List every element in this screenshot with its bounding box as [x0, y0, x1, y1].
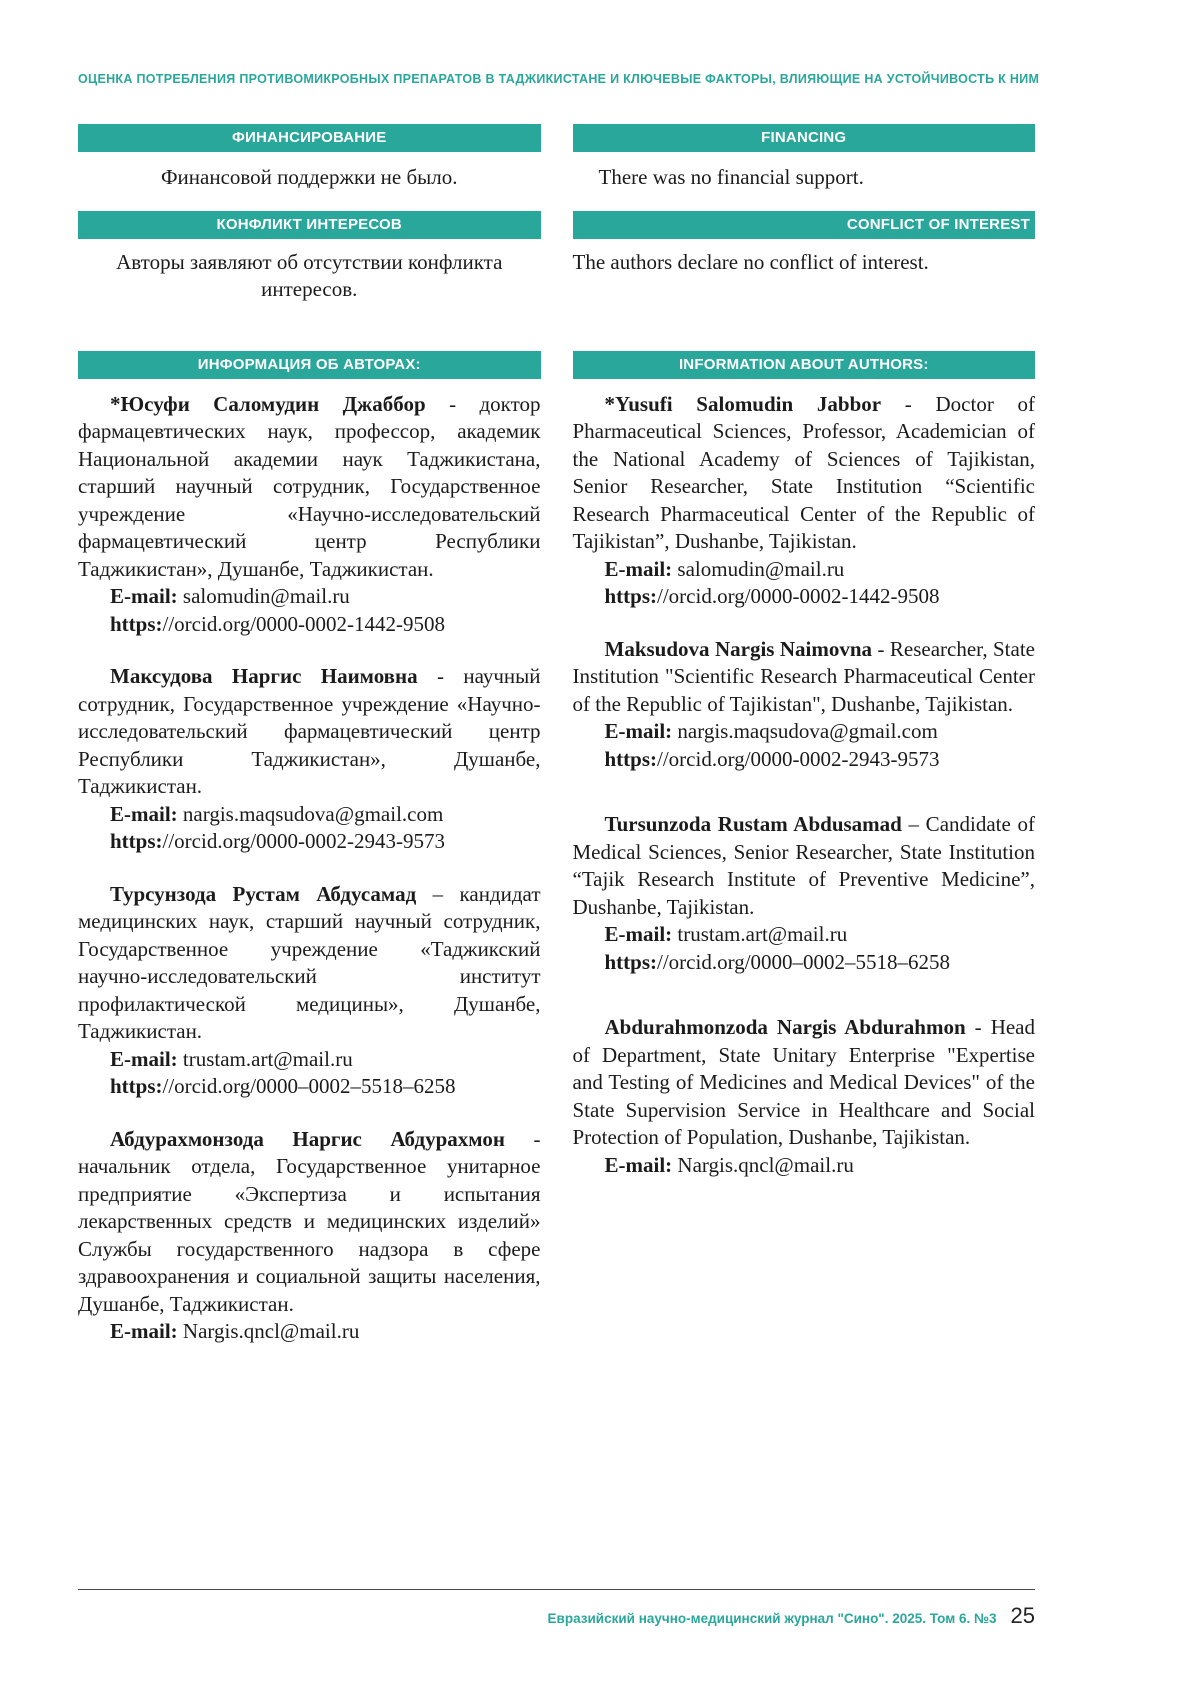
author-name: Абдурахмонзода Наргис Абдурахмон	[110, 1126, 505, 1151]
author-name: *Юсуфи Саломудин Джаббор	[110, 391, 426, 416]
author-bio: Турсунзода Рустам Абдусамад – кандидат медицинских наук, старший научный сотрудник, Государственное учреждение «Таджикский научно-исследовательский институт профилактической медицины», Душанбе, Таджикистан.	[78, 881, 541, 1043]
author-email	[78, 1046, 541, 1074]
two-column-layout	[78, 124, 1035, 1346]
email-value: nargis.maqsudova@gmail.com	[182, 801, 444, 826]
author-bio: *Юсуфи Саломудин Джаббор - доктор фармацевтических наук, профессор, академик Национальной академии наук Таджикистана, старший научный сотрудник, Государственное учреждение «Научно-исследовательский фармацевтический центр Республики Таджикистан», Душанбе, Таджикистан.	[78, 391, 541, 581]
author-name: Tursunzoda Rustam Abdusamad	[604, 812, 902, 836]
author-orcid	[78, 1073, 541, 1101]
running-head: ОЦЕНКА ПОТРЕБЛЕНИЯ ПРОТИВОМИКРОБНЫХ ПРЕПАРАТОВ В ТАДЖИКИСТАНЕ И КЛЮЧЕВЫЕ ФАКТОРЫ, ВЛИЯЮЩИЕ НА УСТОЙЧИВОСТЬ К НИМ	[78, 72, 1040, 86]
author-entry	[78, 391, 541, 639]
author-entry	[78, 663, 541, 856]
email-value: Nargis.qncl@mail.ru	[677, 1152, 854, 1177]
email-value: trustam.art@mail.ru	[677, 922, 848, 946]
orcid-label: https:	[110, 829, 163, 853]
author-bio: Tursunzoda Rustam Abdusamad – Candidate of Medical Sciences, Senior Researcher, State Institution “Tajik Research Institute of Preventive Medicine”, Dushanbe, Tajikistan.	[572, 812, 1035, 919]
orcid-label: https:	[604, 949, 658, 974]
email-label: E-mail:	[604, 922, 673, 946]
author-email	[573, 921, 1036, 949]
author-orcid	[573, 746, 1036, 774]
orcid-label: https:	[110, 1074, 163, 1098]
author-email	[78, 1318, 541, 1346]
author-orcid	[78, 828, 541, 856]
author-bio: Максудова Наргис Наимовна - научный сотрудник, Государственное учреждение «Научно-исследовательский фармацевтический центр Республики Таджикистан», Душанбе, Таджикистан.	[78, 664, 541, 798]
author-name: Максудова Наргис Наимовна	[110, 664, 418, 688]
author-entry	[573, 636, 1036, 774]
author-entry	[573, 391, 1036, 611]
author-bio: Абдурахмонзода Наргис Абдурахмон - начальник отдела, Государственное унитарное предприятие «Экспертиза и испытания лекарственных средств и медицинских изделий» Службы государственного надзора в сфере здравоохранения и социальной защиты населения, Душанбе, Таджикистан.	[78, 1126, 541, 1316]
column-russian	[78, 124, 541, 1346]
author-orcid	[78, 611, 541, 639]
conflict-banner-ru: КОНФЛИКТ ИНТЕРЕСОВ	[78, 211, 541, 239]
orcid-value: //orcid.org/0000-0002-2943-9573	[657, 746, 940, 771]
email-value: salomudin@mail.ru	[677, 556, 845, 581]
author-name: Abdurahmonzoda Nargis Abdurahmon	[604, 1015, 966, 1039]
orcid-label: https:	[604, 584, 658, 608]
orcid-value: //orcid.org/0000-0002-2943-9573	[162, 829, 446, 853]
orcid-value: //orcid.org/0000-0002-1442-9508	[162, 611, 446, 636]
author-name: Maksudova Nargis Naimovna	[604, 636, 873, 661]
orcid-value: //orcid.org/0000–0002–5518–6258	[162, 1074, 456, 1098]
orcid-value: //orcid.org/0000–0002–5518–6258	[657, 949, 951, 974]
author-name: Турсунзода Рустам Абдусамад	[110, 881, 417, 906]
conflict-banner-en: CONFLICT OF INTEREST	[573, 211, 1036, 239]
author-bio: Maksudova Nargis Naimovna - Researcher, State Institution "Scientific Research Pharmaceutical Center of the Republic of Tajikistan", Dushanbe, Tajikistan.	[572, 636, 1035, 716]
financing-text-ru: Финансовой поддержки не было.	[160, 165, 458, 189]
email-value: trustam.art@mail.ru	[182, 1046, 353, 1071]
author-name: *Yusufi Salomudin Jabbor	[604, 391, 882, 416]
author-email	[78, 583, 541, 611]
email-label: E-mail:	[604, 556, 673, 581]
email-value: Nargis.qncl@mail.ru	[182, 1319, 360, 1343]
author-entry	[78, 1126, 541, 1346]
author-email	[78, 801, 541, 829]
orcid-label: https:	[110, 611, 163, 636]
author-orcid	[573, 949, 1036, 977]
conflict-text-ru: Авторы заявляют об отсутствии конфликта интересов.	[116, 249, 503, 301]
author-bio: Abdurahmonzoda Nargis Abdurahmon - Head of Department, State Unitary Enterprise "Expertise and Testing of Medicines and Medical Devices" of the State Supervision Service in Healthcare and Social Protection of Population, Dushanbe, Tajikistan.	[572, 1015, 1035, 1149]
email-label: E-mail:	[110, 1046, 178, 1071]
author-entry	[573, 1014, 1036, 1179]
page-footer	[78, 1589, 1035, 1629]
email-label: E-mail:	[604, 1152, 673, 1177]
footer-page-number: 25	[1010, 1603, 1035, 1628]
financing-banner-en: FINANCING	[573, 124, 1036, 152]
author-email	[573, 1152, 1036, 1180]
financing-text-en: There was no financial support.	[598, 165, 864, 189]
column-english	[573, 124, 1036, 1346]
email-label: E-mail:	[110, 801, 178, 826]
footer-journal-title: Евразийский научно-медицинский журнал "Сино". 2025. Том 6. №3	[547, 1611, 997, 1626]
author-email	[573, 718, 1036, 746]
email-value: nargis.maqsudova@gmail.com	[677, 719, 938, 743]
orcid-value: //orcid.org/0000-0002-1442-9508	[657, 584, 940, 608]
author-entry	[78, 881, 541, 1101]
author-entry	[573, 811, 1036, 976]
author-bio: *Yusufi Salomudin Jabbor - Doctor of Pharmaceutical Sciences, Professor, Academician of the National Academy of Sciences of Tajikistan, Senior Researcher, State Institution “Scientific Research Pharmaceutical Center of the Republic of Tajikistan”, Dushanbe, Tajikistan.	[572, 391, 1036, 553]
email-label: E-mail:	[110, 584, 178, 608]
authors-banner-en: INFORMATION ABOUT AUTHORS:	[573, 351, 1036, 379]
email-label: E-mail:	[604, 719, 673, 743]
author-orcid	[573, 583, 1036, 611]
authors-banner-ru: ИНФОРМАЦИЯ ОБ АВТОРАХ:	[78, 351, 541, 379]
author-email	[573, 556, 1036, 584]
conflict-text-en: The authors declare no conflict of interest.	[572, 249, 929, 274]
financing-banner-ru: ФИНАНСИРОВАНИЕ	[78, 124, 541, 152]
email-value: salomudin@mail.ru	[182, 584, 350, 608]
email-label: E-mail:	[110, 1319, 178, 1343]
orcid-label: https:	[604, 746, 658, 771]
